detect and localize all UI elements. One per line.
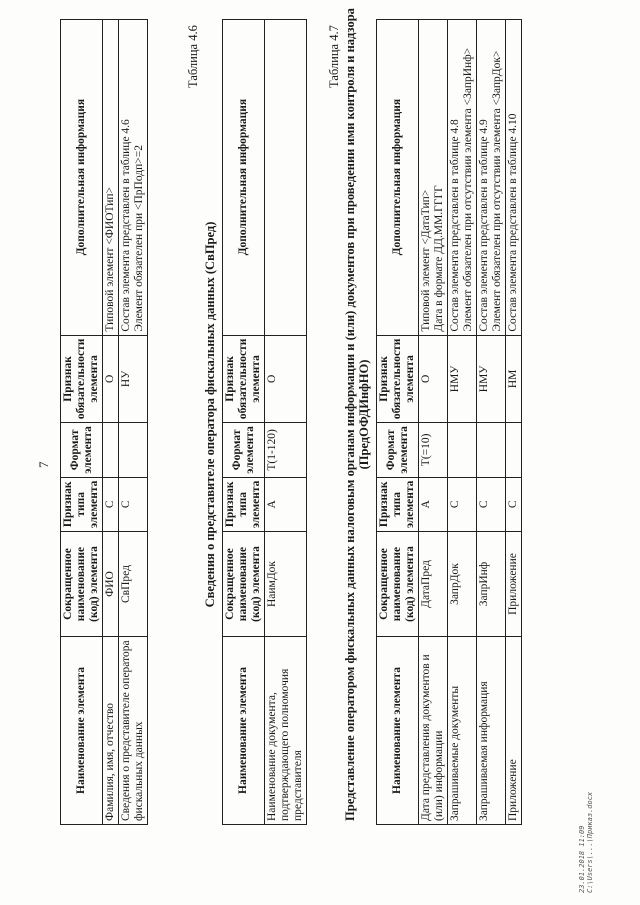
column-header: Формат элемента <box>223 423 265 477</box>
table-cell: T(=10) <box>419 423 448 477</box>
column-header: Дополнительная информация <box>223 19 265 335</box>
table-cell <box>448 423 477 477</box>
table-cell: НМ <box>506 335 522 423</box>
column-header: Сокращенное наименование (код) элемента <box>61 532 103 637</box>
table-title-predofdinfno: Представление оператором фискальных данных налоговым органам информации и (или) документов при проведении ими контроля и надзора (ПредОФДИнфНО) <box>343 8 371 821</box>
column-header: Сокращенное наименование (код) элемента <box>223 532 265 637</box>
table-cell: НМУ <box>448 335 477 423</box>
page-number: 7 <box>36 461 51 468</box>
table-row <box>103 19 119 824</box>
table-cell: T(1-120) <box>265 423 307 477</box>
table-cell: Приложение <box>506 532 522 637</box>
table-row <box>506 19 522 824</box>
table-cell: С <box>448 477 477 531</box>
table-cell: НМУ <box>477 335 506 423</box>
table-cell: О <box>103 335 119 423</box>
table-cell: Наименование документа, подтверждающего полномочия представителя <box>265 637 307 825</box>
table-cell <box>103 423 119 477</box>
column-header: Формат элемента <box>61 423 103 477</box>
table-cell: О <box>419 335 448 423</box>
table-cell: Состав элемента представлен в таблице 4.9 Элемент обязателен при отсутствии элемента <ЗапрДок> <box>477 19 506 335</box>
table-row <box>477 19 506 824</box>
table-number-4-7: Таблица 4.7 <box>327 25 341 88</box>
table-cell: ДатаПред <box>419 532 448 637</box>
table-cell: А <box>419 477 448 531</box>
table-continuation <box>60 19 148 825</box>
table-cell <box>477 423 506 477</box>
footer-timestamp: 23.01.2018 11:09 <box>578 825 586 893</box>
table-cell: С <box>477 477 506 531</box>
table-cell: С <box>103 477 119 531</box>
table-header-row <box>377 19 419 824</box>
table-cell: Запрашиваемая информация <box>477 637 506 825</box>
table-cell: Запрашиваемые документы <box>448 637 477 825</box>
table-cell: С <box>506 477 522 531</box>
table-cell: Фамилия, имя, отчество <box>103 637 119 825</box>
table-number-4-6: Таблица 4.6 <box>186 25 200 88</box>
table-cell: Приложение <box>506 637 522 825</box>
column-header: Дополнительная информация <box>377 19 419 335</box>
table-cell: Состав элемента представлен в таблице 4.6 Элемент обязателен при <ПрПодп>=2 <box>119 19 148 335</box>
table-cell: Сведения о представителе оператора фискальных данных <box>119 637 148 825</box>
table-cell: А <box>265 477 307 531</box>
table-header-row <box>223 19 265 824</box>
table-cell: ФИО <box>103 532 119 637</box>
print-footer <box>578 792 594 893</box>
table-row <box>419 19 448 824</box>
table-cell: Типовой элемент <ФИОТип> <box>103 19 119 335</box>
table-cell: Типовой элемент <ДатаТип> Дата в формате ДД.ММ.ГГГГ <box>419 19 448 335</box>
table-predofdinfno <box>376 19 522 825</box>
column-header: Признак типа элемента <box>377 477 419 531</box>
column-header: Формат элемента <box>377 423 419 477</box>
table-cell: ЗапрДок <box>448 532 477 637</box>
column-header: Признак обязательности элемента <box>61 335 103 423</box>
table-cell: ЗапрИнф <box>477 532 506 637</box>
table-row <box>265 19 307 824</box>
table-cell: О <box>265 335 307 423</box>
table-cell <box>119 423 148 477</box>
table-header-row <box>61 19 103 824</box>
column-header: Наименование элемента <box>223 637 265 825</box>
table-cell: НУ <box>119 335 148 423</box>
column-header: Признак типа элемента <box>61 477 103 531</box>
table-cell: Состав элемента представлен в таблице 4.10 <box>506 19 522 335</box>
column-header: Сокращенное наименование (код) элемента <box>377 532 419 637</box>
column-header: Наименование элемента <box>61 637 103 825</box>
column-header: Наименование элемента <box>377 637 419 825</box>
table-row <box>119 19 148 824</box>
table-cell: Состав элемента представлен в таблице 4.8 Элемент обязателен при отсутствии элемента <ЗапрИнф> <box>448 19 477 335</box>
table-cell <box>506 423 522 477</box>
table-row <box>448 19 477 824</box>
table-cell: С <box>119 477 148 531</box>
column-header: Дополнительная информация <box>61 19 103 335</box>
table-cell: НаимДок <box>265 532 307 637</box>
table-cell: Дата представления документов и (или) информации <box>419 637 448 825</box>
column-header: Признак обязательности элемента <box>377 335 419 423</box>
table-cell: СвПред <box>119 532 148 637</box>
column-header: Признак обязательности элемента <box>223 335 265 423</box>
table-cell <box>265 19 307 335</box>
table-title-svpred: Сведения о представителе оператора фискальных данных (СвПред) <box>203 221 217 608</box>
column-header: Признак типа элемента <box>223 477 265 531</box>
footer-file-path: C:\Users\...\Приказ.docx <box>586 791 594 893</box>
table-svpred <box>222 19 307 825</box>
